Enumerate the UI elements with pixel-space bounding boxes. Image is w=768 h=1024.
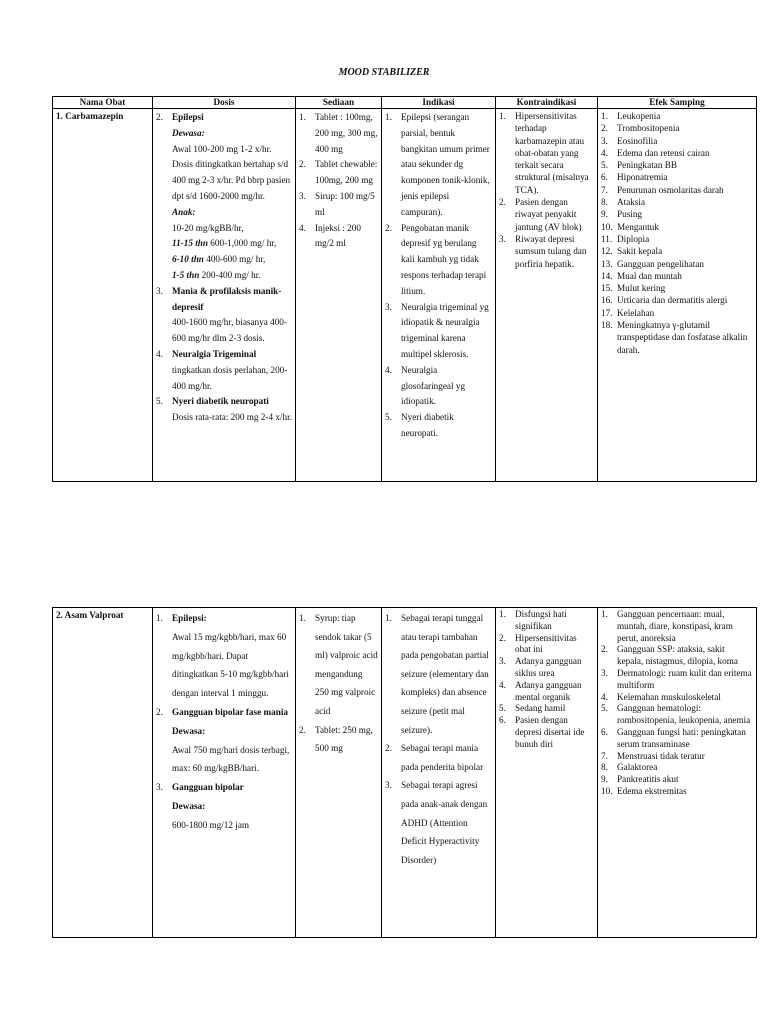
sediaan-cell (296, 608, 382, 938)
header-kontraindikasi: Kontraindikasi (496, 97, 598, 109)
efek-samping-cell (598, 109, 757, 482)
list-item: 16. Urticaria dan dermatitis alergi (601, 295, 728, 306)
list-item: 14. Mual dan muntah (601, 270, 682, 281)
list-item: 1. Tablet : 100mg, 200 mg, 300 mg, 400 mg (299, 112, 378, 154)
list-item: 4. Injeksi : 200 mg/2 ml (299, 222, 361, 249)
list-item: 2. Trombositopenia (601, 123, 680, 134)
header-indikasi: Indikasi (382, 97, 496, 109)
header-dosis: Dosis (153, 97, 296, 109)
table-header-row (53, 97, 757, 109)
dosis-cell (153, 109, 296, 482)
kontraindikasi-cell (496, 109, 598, 482)
drug-name-cell (53, 109, 153, 482)
list-item: 18. Meningkatnya γ-glutamil transpeptidase dan fosfatase alkalin darah. (601, 320, 748, 355)
indikasi-cell (382, 608, 496, 938)
list-item: 2. Hipersensitivitas obat ini (499, 632, 577, 655)
list-item: 2. Gangguan bipolar fase mania Dewasa: Awal 750 mg/hari dosis terbagi, max: 60 mg/kgBB/hari. (156, 706, 290, 774)
header-efek-samping: Efek Samping (598, 97, 757, 109)
drug-table-carbamazepin (52, 96, 757, 482)
table-row (53, 109, 757, 482)
list-item: 8. Ataksia (601, 197, 646, 208)
list-item: 2. Pasien dengan riwayat penyakit jantung (AV blok) (499, 197, 582, 232)
page-title: MOOD STABILIZER (338, 67, 430, 78)
list-item: 1. Sebagai terapi tunggal atau terapi tambahan pada pengobatan partial seizure (elementary dan kompleks) dan absence seizure (petit mal seizure). (385, 613, 489, 735)
header-sediaan: Sediaan (296, 97, 382, 109)
kontraindikasi-cell (496, 608, 598, 938)
list-item: 9. Pusing (601, 209, 643, 220)
list-item: 1. Epilepsi (serangan parsial, bentuk bangkitan umum primer atau sekunder dg komponen tonik-klonik, jenis epilepsi campuran). (385, 112, 490, 217)
list-item: 8. Galaktorea (601, 762, 658, 773)
list-item: 1. Hipersensitivitas terhadap karbamazepin atau obat-obatan yang terkait secara struktural (misalnya TCA). (499, 111, 589, 195)
list-item: 10. Edema ekstremitas (601, 785, 687, 796)
list-item: 2. Pengobatan manik depresif yg berulang kali kambuh yg tidak respons terhadap terapi litium. (385, 222, 487, 296)
list-item: 15. Mulut kering (601, 283, 666, 294)
list-item: 5. Peningkatan BB (601, 160, 677, 171)
list-item: 2. Tablet: 250 mg, 500 mg (299, 724, 373, 754)
list-item: 7. Menstruasi tidak teratur (601, 750, 705, 761)
drug-name-cell (53, 608, 153, 938)
list-item: 2. Gangguan SSP: ataksia, sakit kepala, nistagmus, dilopia, koma (601, 644, 738, 667)
list-item: 3. Riwayat depresi sumsum tulang dan porfiria hepatik. (499, 233, 587, 269)
list-item: 1. Syrup: tiap sendok takar (5 ml) valproic acid mengandung 250 mg valproic acid (299, 613, 378, 716)
list-item: 3. Eosinofilia (601, 135, 658, 146)
list-item: 17. Kelelahan (601, 307, 655, 318)
drug-name: 1. Carbamazepin (56, 111, 124, 121)
indikasi-cell (382, 109, 496, 482)
list-item: 2. Sebagai terapi mania pada penderita bipolar (385, 743, 484, 772)
list-item: 11. Diplopia (601, 233, 650, 244)
list-item: 3. Adanya gangguan siklus urea (499, 656, 582, 678)
list-item: 3. Dermatologi: ruam kulit dan eritema multiform (601, 667, 752, 690)
drug-table-asam-valproat (52, 607, 757, 938)
list-item: 6. Pasien dengan depresi disertai ide bunuh diri (499, 715, 585, 749)
list-item: 1. Disfungsi hati signifikan (499, 609, 567, 631)
list-item: 3. Neuralgia trigeminal yg idiopatik & neuralgia trigeminal karena multipel sklerosis. (385, 301, 489, 359)
list-item: 2. Tablet chewable: 100mg, 200 mg (299, 159, 378, 186)
list-item: 1. Gangguan pencernaan: mual, muntah, diare, konstipasi, kram perut, anoreksia (601, 609, 733, 643)
list-item: 3. Sebagai terapi agresi pada anak-anak dengan ADHD (Attention Deficit Hyperactivity Disorder) (385, 780, 488, 865)
list-item: 6. Hiponatremia (601, 172, 668, 183)
list-item: 4. Edema dan retensi cairan (601, 147, 710, 158)
list-item: 1. Epilepsi: Awal 15 mg/kgbb/hari, max 60 mg/kgbb/hari. Dapat ditingkatkan 5-10 mg/kgbb/hari dengan interval 1 minggu. (156, 613, 289, 699)
list-item: 2. Epilepsi Dewasa: Awal 100-200 mg 1-2 x/hr. Dosis ditingkatkan bertahap s/d 400 mg 2-3 x/hr. Pd bbrp pasien dpt s/d 1600-2000 mg/hr. Anak: 10-20 mg/kgBB/hr, 11-15 thn 600-1,000 mg/ hr, 6-10 thn 400-600 mg/ hr, 1-5 thn 200-400 mg/ hr. (156, 112, 291, 280)
list-item: 1. Leukopenia (601, 111, 661, 121)
list-item: 5. Nyeri diabetik neuropati Dosis rata-rata: 200 mg 2-4 x/hr. (156, 396, 292, 423)
sediaan-cell (296, 109, 382, 482)
list-item: 3. Sirup: 100 mg/5 ml (299, 190, 375, 217)
dosis-cell (153, 608, 296, 938)
efek-samping-cell (598, 608, 757, 938)
list-item: 4. Adanya gangguan mental organik (499, 679, 582, 702)
list-item: 10. Mengantuk (601, 221, 659, 232)
list-item: 5. Gangguan hematologi: rombositopenia, leukopenia, anemia (601, 703, 751, 726)
list-item: 3. Mania & profilaksis manik-depresif 400-1600 mg/hr, biasanya 400-600 mg/hr dlm 2-3 dosis. (156, 285, 287, 344)
list-item: 9. Pankreatitis akut (601, 774, 679, 785)
list-item: 5. Sedang hamil (499, 703, 566, 714)
list-item: 6. Gangguan fungsi hati: peningkatan serum transaminase (601, 726, 746, 749)
header-nama-obat: Nama Obat (53, 97, 153, 109)
list-item: 3. Gangguan bipolar Dewasa: 600-1800 mg/12 jam (156, 782, 250, 830)
list-item: 7. Penurunan osmolaritas darah (601, 184, 724, 195)
list-item: 4. Neuralgia glosofaringeal yg idiopatik. (385, 364, 466, 407)
list-item: 13. Gangguan pengelihatan (601, 258, 704, 269)
list-item: 4. Kelemahan muskuloskeletal (601, 691, 721, 702)
table-row (53, 608, 757, 938)
list-item: 5. Nyeri diabetik neuropati. (385, 412, 454, 438)
list-item: 12. Sakit kepala (601, 246, 663, 257)
drug-name: 2. Asam Valproat (56, 610, 124, 620)
list-item: 4. Neuralgia Trigeminal tingkatkan dosis perlahan, 200-400 mg/hr. (156, 348, 288, 391)
